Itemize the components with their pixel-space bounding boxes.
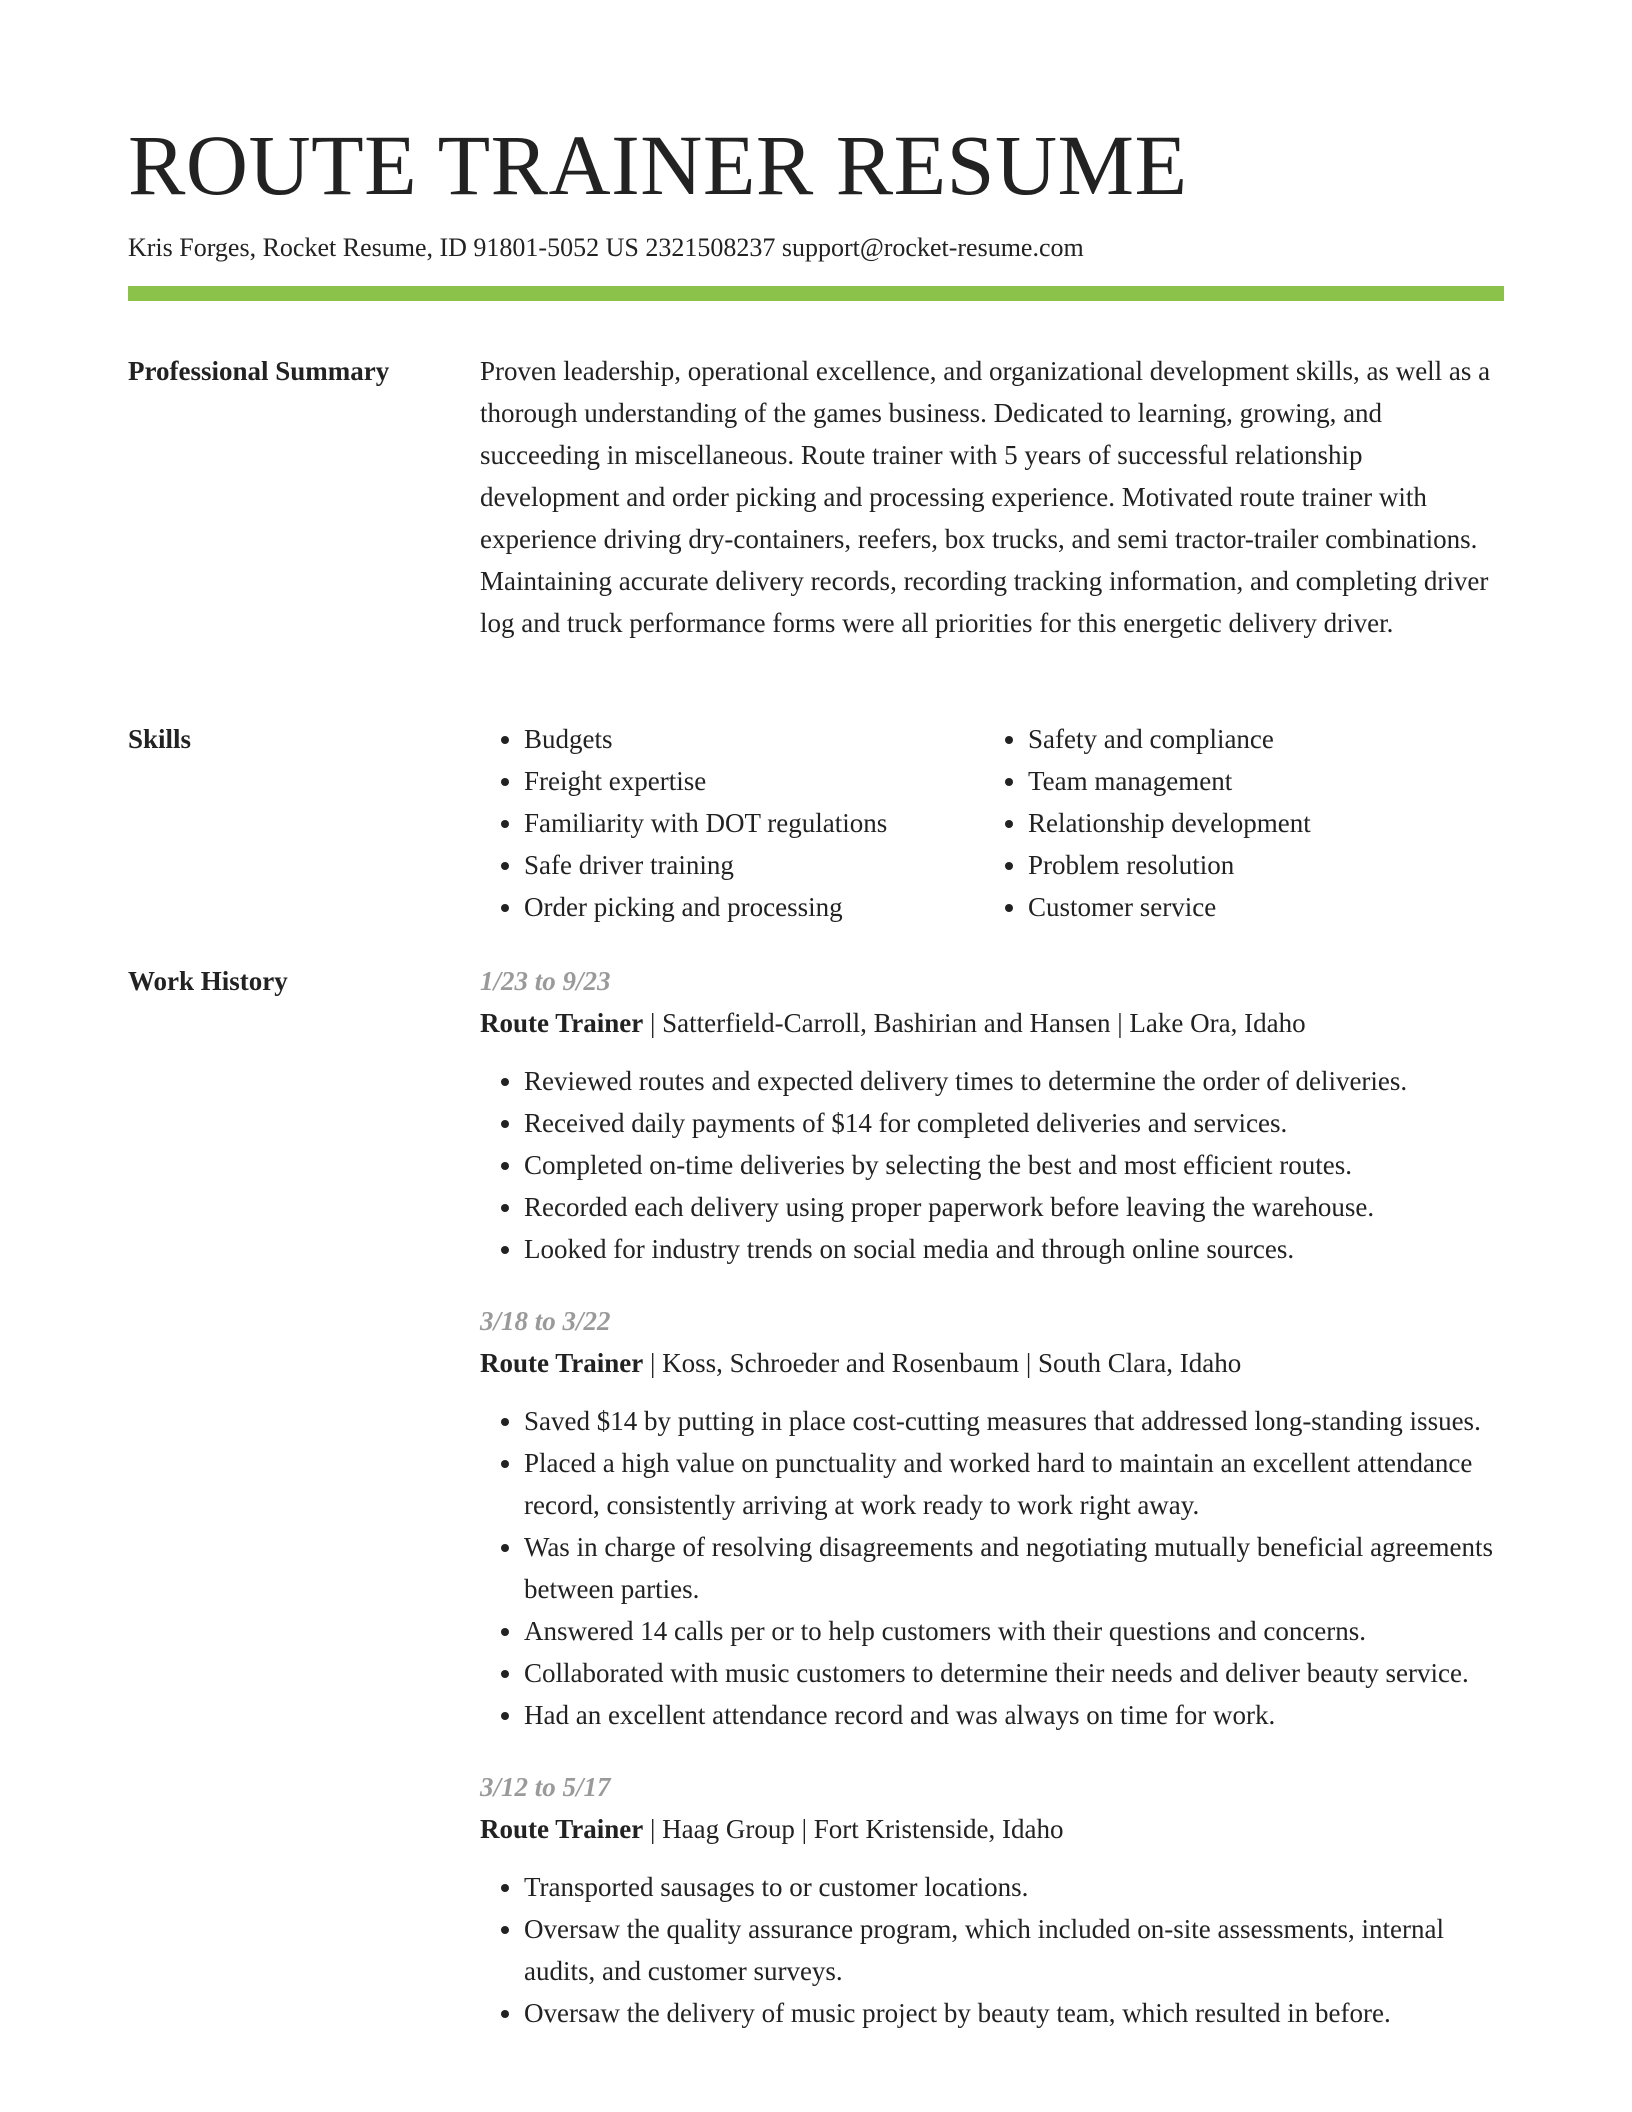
job-entry <box>480 1766 1504 2034</box>
job-separator: | <box>643 1814 663 1844</box>
skills-body <box>480 718 1504 928</box>
header-divider <box>128 286 1504 301</box>
work-history-body <box>480 960 1504 2064</box>
job-role: Route Trainer <box>480 1814 644 1844</box>
job-location: Fort Kristenside, Idaho <box>813 1814 1064 1844</box>
skill-item: • Freight expertise <box>524 760 984 802</box>
skill-item: • Familiarity with DOT regulations <box>524 802 984 844</box>
job-bullet: • Received daily payments of $14 for completed deliveries and services. <box>524 1102 1504 1144</box>
job-bullet: • Looked for industry trends on social media and through online sources. <box>524 1228 1504 1270</box>
job-entry <box>480 1300 1504 1736</box>
job-separator: | <box>794 1814 814 1844</box>
job-bullet: • Recorded each delivery using proper paperwork before leaving the warehouse. <box>524 1186 1504 1228</box>
job-bullet: • Transported sausages to or customer locations. <box>524 1866 1504 1908</box>
job-separator: | <box>1110 1008 1130 1038</box>
skill-item: • Order picking and processing <box>524 886 984 928</box>
job-bullet: • Saved $14 by putting in place cost-cutting measures that addressed long-standing issues. <box>524 1400 1504 1442</box>
job-company: Haag Group <box>662 1814 795 1844</box>
skill-item: • Customer service <box>1028 886 1488 928</box>
skills-list-left <box>480 718 984 928</box>
skill-item: • Problem resolution <box>1028 844 1488 886</box>
job-title-line <box>480 1342 1504 1384</box>
job-separator: | <box>643 1348 663 1378</box>
skills-list-right <box>984 718 1488 928</box>
job-bullet: • Completed on-time deliveries by selecting the best and most efficient routes. <box>524 1144 1504 1186</box>
summary-heading: Professional Summary <box>128 356 390 386</box>
job-title-line <box>480 1002 1504 1044</box>
job-bullets <box>480 1060 1504 1270</box>
summary-body <box>480 350 1504 644</box>
job-bullets <box>480 1866 1504 2034</box>
job-entry <box>480 960 1504 1270</box>
job-dates: 1/23 to 9/23 <box>480 966 611 996</box>
job-dates: 3/18 to 3/22 <box>480 1306 611 1336</box>
job-bullet: • Reviewed routes and expected delivery times to determine the order of deliveries. <box>524 1060 1504 1102</box>
skill-item: • Safety and compliance <box>1028 718 1488 760</box>
job-role: Route Trainer <box>480 1348 644 1378</box>
summary-text: Proven leadership, operational excellence, and organizational development skills, as well as a thorough understanding of the games business. Dedicated to learning, growing, and succeeding in miscellaneous. Route trainer with 5 years of successful relationship development and order picking and processing experience. Motivated route trainer with experience driving dry-containers, reefers, box trucks, and semi tractor-trailer combinations. Maintaining accurate delivery records, recording tracking information, and completing driver log and truck performance forms were all priorities for this energetic delivery driver. <box>480 356 1491 638</box>
job-bullet: • Oversaw the quality assurance program, which included on-site assessments, internal audits, and customer surveys. <box>524 1908 1504 1992</box>
skill-item: • Team management <box>1028 760 1488 802</box>
skill-item: • Relationship development <box>1028 802 1488 844</box>
job-company: Satterfield-Carroll, Bashirian and Hansen <box>662 1008 1111 1038</box>
job-bullet: • Had an excellent attendance record and was always on time for work. <box>524 1694 1504 1736</box>
contact-line: Kris Forges, Rocket Resume, ID 91801-5052 US 2321508237 support@rocket-resume.com <box>128 233 1084 262</box>
skill-item: • Budgets <box>524 718 984 760</box>
job-bullet: • Oversaw the delivery of music project by beauty team, which resulted in before. <box>524 1992 1504 2034</box>
job-separator: | <box>1019 1348 1038 1378</box>
job-bullet: • Answered 14 calls per or to help customers with their questions and concerns. <box>524 1610 1504 1652</box>
job-company: Koss, Schroeder and Rosenbaum <box>662 1348 1020 1378</box>
page-title: ROUTE TRAINER RESUME <box>128 117 1188 213</box>
job-bullet: • Was in charge of resolving disagreements and negotiating mutually beneficial agreements between parties. <box>524 1526 1504 1610</box>
job-bullet: • Placed a high value on punctuality and worked hard to maintain an excellent attendance record, consistently arriving at work ready to work right away. <box>524 1442 1504 1526</box>
skills-heading: Skills <box>128 724 192 754</box>
skill-item: • Safe driver training <box>524 844 984 886</box>
job-location: Lake Ora, Idaho <box>1129 1008 1306 1038</box>
job-location: South Clara, Idaho <box>1037 1348 1242 1378</box>
job-role: Route Trainer <box>480 1008 644 1038</box>
job-dates: 3/12 to 5/17 <box>480 1772 611 1802</box>
job-title-line <box>480 1808 1504 1850</box>
job-separator: | <box>643 1008 663 1038</box>
job-bullets <box>480 1400 1504 1736</box>
work-history-heading: Work History <box>128 966 288 996</box>
job-bullet: • Collaborated with music customers to determine their needs and deliver beauty service. <box>524 1652 1504 1694</box>
